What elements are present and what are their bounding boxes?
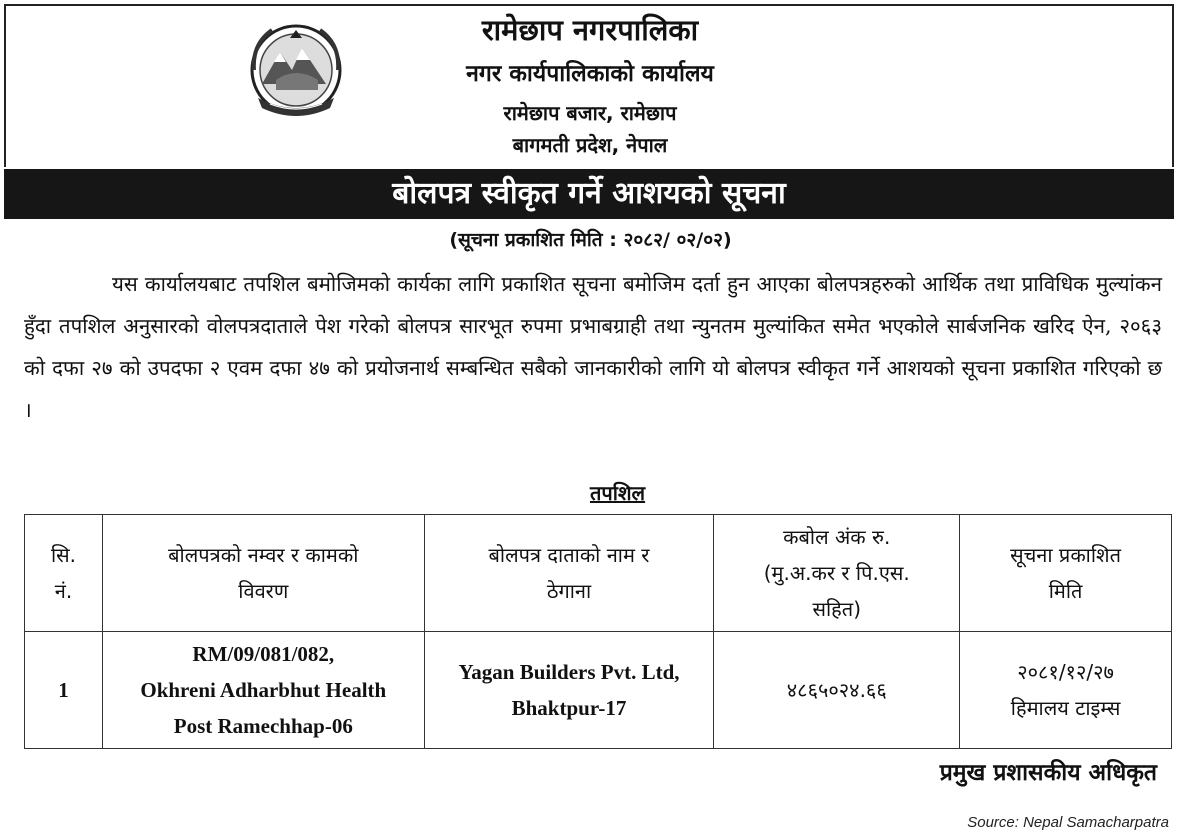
publication-paper: हिमालय टाइम्स bbox=[1010, 696, 1121, 720]
bid-number: RM/09/081/082, bbox=[192, 642, 335, 666]
cell-serial-number: 1 bbox=[25, 632, 103, 749]
org-name: रामेछाप नगरपालिका bbox=[481, 13, 699, 47]
cell-bid-amount: ४८६५०२४.६६ bbox=[714, 632, 960, 749]
work-location: Post Ramechhap-06 bbox=[173, 714, 353, 738]
header-bid-description bbox=[102, 515, 424, 632]
notice-body: यस कार्यालयबाट तपशिल बमोजिमको कार्यका लागि प्रकाशित सूचना बमोजिम दर्ता हुन आएका बोलपत्रहरुको आर्थिक तथा प्राविधिक मुल्यांकन हुँदा तपशिल अनुसारको वोलपत्रदाताले पेश गरेको बोलपत्र सारभूत रुपमा प्रभाबग्राही तथा न्युनतम मुल्यांकित समेत भएकोले सार्बजनिक खरिद ऐन, २०६३ को दफा २७ को उपदफा २ एवम दफा ४७ को प्रयोजनार्थ सम्बन्धित सबैको जानकारीको लागि यो बोलपत्र स्वीकृत गर्ने आशयको सूचना प्रकाशित गरिएको छ । bbox=[24, 272, 1162, 422]
source-note: Source: Nepal Samacharpatra bbox=[967, 814, 1169, 831]
details-heading: तपशिल bbox=[590, 481, 646, 505]
bidder-name: Yagan Builders Pvt. Ltd, bbox=[458, 660, 680, 684]
bid-details-table bbox=[24, 514, 1172, 749]
header-amount-line-2: (मु.अ.कर र पि.एस. bbox=[763, 561, 910, 585]
header-desc-line-2: विवरण bbox=[238, 579, 289, 603]
header-amount-line-1: कबोल अंक रु. bbox=[783, 525, 891, 549]
header-bidder bbox=[424, 515, 714, 632]
office-province: बागमती प्रदेश, नेपाल bbox=[512, 132, 668, 157]
header-serial-number bbox=[25, 515, 103, 632]
table-header-row bbox=[25, 515, 1172, 632]
office-header bbox=[300, 10, 880, 158]
notice-title: बोलपत्र स्वीकृत गर्ने आशयको सूचना bbox=[4, 169, 1174, 219]
header-bidder-line-2: ठेगाना bbox=[546, 579, 592, 603]
header-bidder-line-1: बोलपत्र दाताको नाम र bbox=[488, 543, 650, 567]
header-pub-line-1: सूचना प्रकाशित bbox=[1010, 543, 1122, 567]
header-pub-line-2: मिति bbox=[1048, 579, 1083, 603]
header-desc-line-1: बोलपत्रको नम्वर र कामको bbox=[168, 543, 359, 567]
cell-bid-description bbox=[102, 632, 424, 749]
publication-date: २०८१/१२/२७ bbox=[1017, 660, 1114, 684]
header-amount-line-3: सहित) bbox=[812, 597, 862, 621]
cell-publication bbox=[960, 632, 1172, 749]
bidder-address: Bhaktpur-17 bbox=[511, 696, 627, 720]
table-row bbox=[25, 632, 1172, 749]
header-publication-date bbox=[960, 515, 1172, 632]
office-address: रामेछाप बजार, रामेछाप bbox=[503, 100, 677, 125]
work-name: Okhreni Adharbhut Health bbox=[140, 678, 387, 702]
signatory: प्रमुख प्रशासकीय अधिकृत bbox=[939, 760, 1157, 786]
header-sn-line-2: नं. bbox=[54, 579, 73, 603]
published-date: (सूचना प्रकाशित मिति : २०८२/ ०२/०२) bbox=[449, 229, 732, 251]
cell-bidder bbox=[424, 632, 714, 749]
header-sn-line-1: सि. bbox=[50, 543, 76, 567]
office-name: नगर कार्यपालिकाको कार्यालय bbox=[466, 60, 714, 87]
header-bid-amount bbox=[714, 515, 960, 632]
